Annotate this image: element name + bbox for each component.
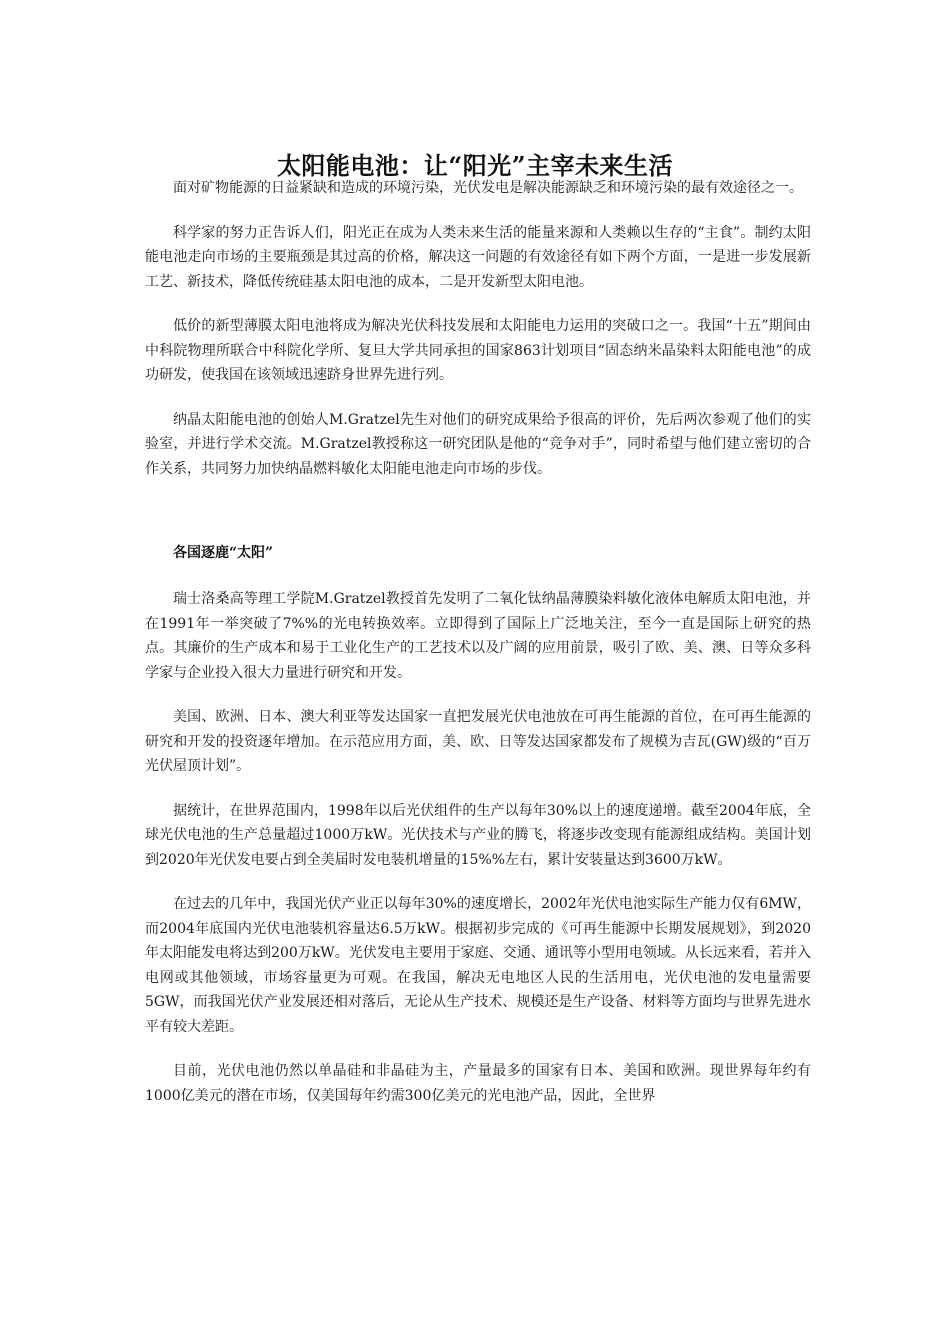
intro-paragraph-2: 科学家的努力正告诉人们，阳光正在成为人类未来生活的能量来源和人类赖以生存的“主食”。制约太阳能电池走向市场的主要瓶颈是其过高的价格，解决这一问题的有效途径有如下两个方面，一是进一步发展新工艺、新技术，降低传统硅基太阳电池的成本，二是开发新型太阳电池。: [145, 224, 811, 290]
intro-paragraph-3: 低价的新型薄膜太阳电池将成为解决光伏科技发展和太阳能电力运用的突破口之一。我国“十五”期间由中科院物理所联合中科院化学所、复旦大学共同承担的国家863计划项目“固态纳米晶染料太阳能电池”的成功研发，使我国在该领域迅速跻身世界先进行列。: [145, 318, 811, 383]
document-title: 太阳能电池：让“阳光”主宰未来生活: [276, 151, 674, 181]
intro-paragraph-1: 面对矿物能源的日益紧缺和造成的环境污染，光伏发电是解决能源缺乏和环境污染的最有效途径之一。: [173, 180, 803, 196]
section-paragraph-3: 据统计，在世界范围内，1998年以后光伏组件的生产以每年30%以上的速度递增。截至2004年底，全球光伏电池的生产总量超过1000万kW。光伏技术与产业的腾飞，将逐步改变现有能源组成结构。美国计划到2020年光伏发电要占到全美届时发电装机增量的15%%左右，累计安装量达到3600万kW。: [145, 802, 811, 868]
section-paragraph-2: 美国、欧洲、日本、澳大利亚等发达国家一直把发展光伏电池放在可再生能源的首位，在可再生能源的研究和开发的投资逐年增加。在示范应用方面，美、欧、日等发达国家都发布了规模为吉瓦(GW)级的“百万光伏屋顶计划”。: [145, 709, 811, 774]
intro-paragraph-4: 纳晶太阳能电池的创始人M.Gratzel先生对他们的研究成果给予很高的评价，先后两次参观了他们的实验室，并进行学术交流。M.Gratzel教授称这一研究团队是他的“竞争对手”，同时希望与他们建立密切的合作关系，共同努力加快纳晶燃料敏化太阳能电池走向市场的步伐。: [145, 411, 811, 477]
section-paragraph-5: 目前，光伏电池仍然以单晶硅和非晶硅为主，产量最多的国家有日本、美国和欧洲。现世界每年约有1000亿美元的潜在市场，仅美国每年约需300亿美元的光电池产品，因此，全世界: [145, 1063, 811, 1104]
section-paragraph-4: 在过去的几年中，我国光伏产业正以每年30%的速度增长，2002年光伏电池实际生产能力仅有6MW，而2004年底国内光伏电池装机容量达6.5万kW。根据初步完成的《可再生能源中长期发展规划》，到2020年太阳能发电将达到200万kW。光伏发电主要用于家庭、交通、通讯等小型用电领域。从长远来看，若并入电网或其他领域，市场容量更为可观。在我国，解决无电地区人民的生活用电，光伏电池的发电量需要5GW，而我国光伏产业发展还相对落后，无论从生产技术、规模还是生产设备、材料等方面均与世界先进水平有较大差距。: [145, 896, 811, 1035]
section-heading: 各国逐鹿“太阳”: [173, 545, 274, 561]
section-paragraph-1: 瑞士洛桑高等理工学院M.Gratzel教授首先发明了二氧化钛纳晶薄膜染料敏化液体电解质太阳电池，并在1991年一举突破了7%%的光电转换效率。立即得到了国际上广泛地关注，至今一直是国际上研究的热点。其廉价的生产成本和易于工业化生产的工艺技术以及广阔的应用前景，吸引了欧、美、澳、日等众多科学家与企业投入很大力量进行研究和开发。: [145, 591, 811, 681]
document-body: [145, 176, 811, 1128]
